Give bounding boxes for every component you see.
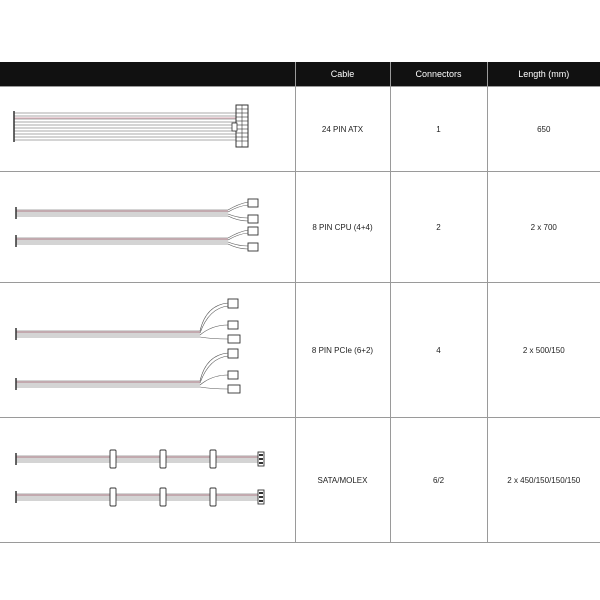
connector-count: 1	[390, 87, 487, 172]
cable-8pin-pcie-icon	[0, 283, 294, 417]
cable-24pin-atx-icon	[0, 87, 294, 171]
table-row	[0, 283, 600, 418]
header-connectors: Connectors	[390, 62, 487, 87]
table-row	[0, 87, 600, 172]
header-length: Length (mm)	[487, 62, 600, 87]
header-cable: Cable	[295, 62, 390, 87]
cable-name: 24 PIN ATX	[295, 87, 390, 172]
cable-length: 2 x 500/150	[487, 283, 600, 418]
table-row	[0, 418, 600, 543]
row-image-cell	[0, 418, 295, 543]
table-row	[0, 172, 600, 283]
row-image-cell	[0, 172, 295, 283]
connector-count: 2	[390, 172, 487, 283]
cable-sata-molex-icon	[0, 418, 294, 542]
header-image	[0, 62, 295, 87]
cable-table	[0, 62, 600, 543]
cable-spec-sheet	[0, 62, 600, 543]
cable-name: 8 PIN PCIe (6+2)	[295, 283, 390, 418]
cable-length: 2 x 700	[487, 172, 600, 283]
cable-8pin-cpu-icon	[0, 172, 294, 282]
connector-count: 6/2	[390, 418, 487, 543]
cable-length: 650	[487, 87, 600, 172]
connector-count: 4	[390, 283, 487, 418]
cable-length: 2 x 450/150/150/150	[487, 418, 600, 543]
cable-name: 8 PIN CPU (4+4)	[295, 172, 390, 283]
cable-name: SATA/MOLEX	[295, 418, 390, 543]
row-image-cell	[0, 283, 295, 418]
row-image-cell	[0, 87, 295, 172]
table-header-row	[0, 62, 600, 87]
